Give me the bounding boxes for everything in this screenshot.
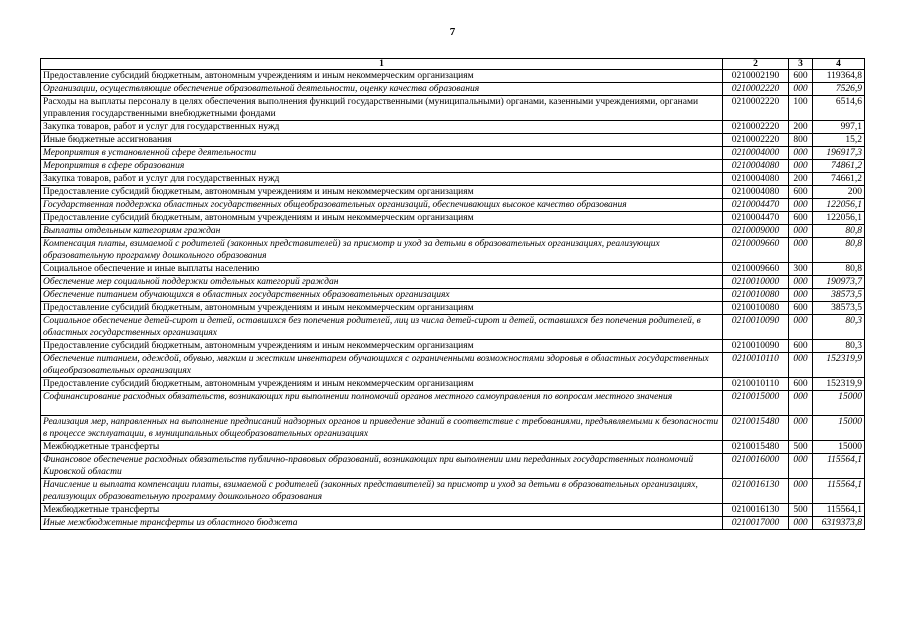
row-name-cell: Социальное обеспечение детей-сирот и детей, оставшихся без попечения родителей, лиц из числа детей-сирот и детей, оставшихся без попечения родителей, в областных государственных организациях	[41, 315, 723, 340]
row-amount-cell: 74661,2	[813, 173, 865, 186]
row-type-cell: 000	[789, 479, 813, 504]
row-code-cell: 0210002190	[723, 70, 789, 83]
row-code-cell: 0210009660	[723, 238, 789, 263]
row-name-cell: Мероприятия в установленной сфере деятельности	[41, 147, 723, 160]
row-amount-cell: 122056,1	[813, 199, 865, 212]
row-type-cell: 000	[789, 315, 813, 340]
row-type-cell: 000	[789, 238, 813, 263]
row-name-cell: Обеспечение питанием, одеждой, обувью, мягким и жестким инвентарем обучающихся с ограниченными возможностями здоровья в областных государственных общеобразовательных организациях	[41, 353, 723, 378]
row-code-cell: 0210010080	[723, 289, 789, 302]
table-row	[41, 147, 865, 160]
row-name-cell: Расходы на выплаты персоналу в целях обеспечения выполнения функций государственными (муниципальными) органами, казенными учреждениями, органами управления государственными внебюджетными фондами	[41, 96, 723, 121]
row-name-cell: Социальное обеспечение и иные выплаты населению	[41, 263, 723, 276]
row-name-cell: Реализация мер, направленных на выполнение предписаний надзорных органов и приведение зданий в соответствие с требованиями, предъявляемыми к безопасности в процессе эксплуатации, в муниципальных общеобразовательных организациях	[41, 416, 723, 441]
row-name-cell: Предоставление субсидий бюджетным, автономным учреждениям и иным некоммерческим организациям	[41, 378, 723, 391]
row-code-cell: 0210010090	[723, 340, 789, 353]
row-code-cell: 0210016130	[723, 479, 789, 504]
row-type-cell: 000	[789, 416, 813, 441]
row-amount-cell: 115564,1	[813, 479, 865, 504]
table-row	[41, 289, 865, 302]
row-amount-cell: 80,8	[813, 238, 865, 263]
row-amount-cell: 38573,5	[813, 302, 865, 315]
row-code-cell: 0210010000	[723, 276, 789, 289]
row-amount-cell: 80,8	[813, 225, 865, 238]
row-code-cell: 0210015000	[723, 391, 789, 416]
row-type-cell: 600	[789, 212, 813, 225]
row-amount-cell: 152319,9	[813, 378, 865, 391]
row-code-cell: 0210016000	[723, 454, 789, 479]
row-name-cell: Начисление и выплата компенсации платы, взимаемой с родителей (законных представителей) за присмотр и уход за детьми в образовательных организациях, реализующих образовательную программу дошкольного образования	[41, 479, 723, 504]
table-row	[41, 353, 865, 378]
row-code-cell: 0210002220	[723, 96, 789, 121]
row-code-cell: 0210010110	[723, 353, 789, 378]
table-row	[41, 517, 865, 530]
row-code-cell: 0210010090	[723, 315, 789, 340]
row-name-cell: Мероприятия в сфере образования	[41, 160, 723, 173]
column-header-name: 1	[41, 59, 723, 70]
row-amount-cell: 15,2	[813, 134, 865, 147]
row-code-cell: 0210004080	[723, 186, 789, 199]
row-amount-cell: 997,1	[813, 121, 865, 134]
row-code-cell: 0210002220	[723, 83, 789, 96]
row-name-cell: Межбюджетные трансферты	[41, 504, 723, 517]
table-row	[41, 186, 865, 199]
row-type-cell: 600	[789, 186, 813, 199]
row-type-cell: 600	[789, 378, 813, 391]
table-row	[41, 340, 865, 353]
row-amount-cell: 15000	[813, 441, 865, 454]
row-name-cell: Иные бюджетные ассигнования	[41, 134, 723, 147]
row-type-cell: 000	[789, 517, 813, 530]
row-type-cell: 000	[789, 289, 813, 302]
row-name-cell: Закупка товаров, работ и услуг для государственных нужд	[41, 121, 723, 134]
row-type-cell: 600	[789, 302, 813, 315]
row-name-cell: Компенсация платы, взимаемой с родителей (законных представителей) за присмотр и уход за детьми в образовательных организациях, реализующих образовательную программу дошкольного образования	[41, 238, 723, 263]
row-type-cell: 000	[789, 225, 813, 238]
row-type-cell: 000	[789, 353, 813, 378]
row-amount-cell: 122056,1	[813, 212, 865, 225]
row-code-cell: 0210009660	[723, 263, 789, 276]
row-code-cell: 0210002220	[723, 121, 789, 134]
table-row	[41, 302, 865, 315]
row-name-cell: Обеспечение питанием обучающихся в областных государственных образовательных организациях	[41, 289, 723, 302]
row-code-cell: 0210004000	[723, 147, 789, 160]
row-name-cell: Закупка товаров, работ и услуг для государственных нужд	[41, 173, 723, 186]
budget-table	[40, 58, 865, 530]
row-amount-cell: 196917,3	[813, 147, 865, 160]
row-amount-cell: 119364,8	[813, 70, 865, 83]
table-row	[41, 121, 865, 134]
column-header-amount: 4	[813, 59, 865, 70]
row-type-cell: 100	[789, 96, 813, 121]
table-row	[41, 160, 865, 173]
table-row	[41, 173, 865, 186]
row-name-cell: Предоставление субсидий бюджетным, автономным учреждениям и иным некоммерческим организациям	[41, 186, 723, 199]
row-amount-cell: 80,3	[813, 315, 865, 340]
table-row	[41, 134, 865, 147]
row-name-cell: Обеспечение мер социальной поддержки отдельных категорий граждан	[41, 276, 723, 289]
row-code-cell: 0210015480	[723, 416, 789, 441]
row-type-cell: 000	[789, 276, 813, 289]
row-amount-cell: 15000	[813, 391, 865, 416]
row-type-cell: 200	[789, 173, 813, 186]
row-amount-cell: 80,8	[813, 263, 865, 276]
row-type-cell: 500	[789, 504, 813, 517]
row-type-cell: 600	[789, 70, 813, 83]
table-header-row	[41, 59, 865, 70]
row-type-cell: 000	[789, 454, 813, 479]
table-row	[41, 479, 865, 504]
row-code-cell: 0210004080	[723, 160, 789, 173]
row-name-cell: Выплаты отдельным категориям граждан	[41, 225, 723, 238]
table-row	[41, 263, 865, 276]
row-name-cell: Иные межбюджетные трансферты из областного бюджета	[41, 517, 723, 530]
table-row	[41, 276, 865, 289]
row-type-cell: 000	[789, 147, 813, 160]
row-amount-cell: 38573,5	[813, 289, 865, 302]
table-row	[41, 199, 865, 212]
row-name-cell: Межбюджетные трансферты	[41, 441, 723, 454]
row-amount-cell: 80,3	[813, 340, 865, 353]
row-type-cell: 600	[789, 340, 813, 353]
page-number: 7	[449, 26, 456, 38]
row-amount-cell: 115564,1	[813, 504, 865, 517]
row-name-cell: Предоставление субсидий бюджетным, автономным учреждениям и иным некоммерческим организациям	[41, 212, 723, 225]
row-name-cell: Предоставление субсидий бюджетным, автономным учреждениям и иным некоммерческим организациям	[41, 70, 723, 83]
row-code-cell: 0210004080	[723, 173, 789, 186]
table-row	[41, 96, 865, 121]
row-amount-cell: 6319373,8	[813, 517, 865, 530]
row-code-cell: 0210010080	[723, 302, 789, 315]
table-row	[41, 441, 865, 454]
table-row	[41, 83, 865, 96]
row-amount-cell: 15000	[813, 416, 865, 441]
row-type-cell: 000	[789, 160, 813, 173]
table-row	[41, 315, 865, 340]
row-type-cell: 000	[789, 199, 813, 212]
table-row	[41, 378, 865, 391]
row-name-cell: Организации, осуществляющие обеспечение образовательной деятельности, оценку качества образования	[41, 83, 723, 96]
column-header-type: 3	[789, 59, 813, 70]
row-type-cell: 300	[789, 263, 813, 276]
row-code-cell: 0210004470	[723, 212, 789, 225]
row-code-cell: 0210002220	[723, 134, 789, 147]
row-name-cell: Софинансирование расходных обязательств, возникающих при выполнении полномочий органов местного самоуправления по вопросам местного значения	[41, 391, 723, 416]
table-row	[41, 212, 865, 225]
row-name-cell: Предоставление субсидий бюджетным, автономным учреждениям и иным некоммерческим организациям	[41, 340, 723, 353]
row-code-cell: 0210010110	[723, 378, 789, 391]
row-type-cell: 800	[789, 134, 813, 147]
table-row	[41, 225, 865, 238]
row-amount-cell: 7526,9	[813, 83, 865, 96]
row-code-cell: 0210017000	[723, 517, 789, 530]
row-code-cell: 0210009000	[723, 225, 789, 238]
row-code-cell: 0210016130	[723, 504, 789, 517]
row-type-cell: 200	[789, 121, 813, 134]
table-row	[41, 238, 865, 263]
row-code-cell: 0210004470	[723, 199, 789, 212]
row-name-cell: Финансовое обеспечение расходных обязательств публично-правовых образований, возникающих при выполнении ими переданных государственных полномочий Кировской области	[41, 454, 723, 479]
table-row	[41, 391, 865, 416]
table-row	[41, 70, 865, 83]
table-row	[41, 504, 865, 517]
row-name-cell: Государственная поддержка областных государственных общеобразовательных организаций, обеспечивающих высокое качество образования	[41, 199, 723, 212]
row-type-cell: 000	[789, 83, 813, 96]
column-header-code: 2	[723, 59, 789, 70]
row-amount-cell: 74861,2	[813, 160, 865, 173]
row-amount-cell: 115564,1	[813, 454, 865, 479]
row-amount-cell: 152319,9	[813, 353, 865, 378]
row-amount-cell: 190973,7	[813, 276, 865, 289]
table-row	[41, 454, 865, 479]
table-row	[41, 416, 865, 441]
row-type-cell: 500	[789, 441, 813, 454]
row-amount-cell: 6514,6	[813, 96, 865, 121]
row-name-cell: Предоставление субсидий бюджетным, автономным учреждениям и иным некоммерческим организациям	[41, 302, 723, 315]
row-amount-cell: 200	[813, 186, 865, 199]
row-code-cell: 0210015480	[723, 441, 789, 454]
row-type-cell: 000	[789, 391, 813, 416]
